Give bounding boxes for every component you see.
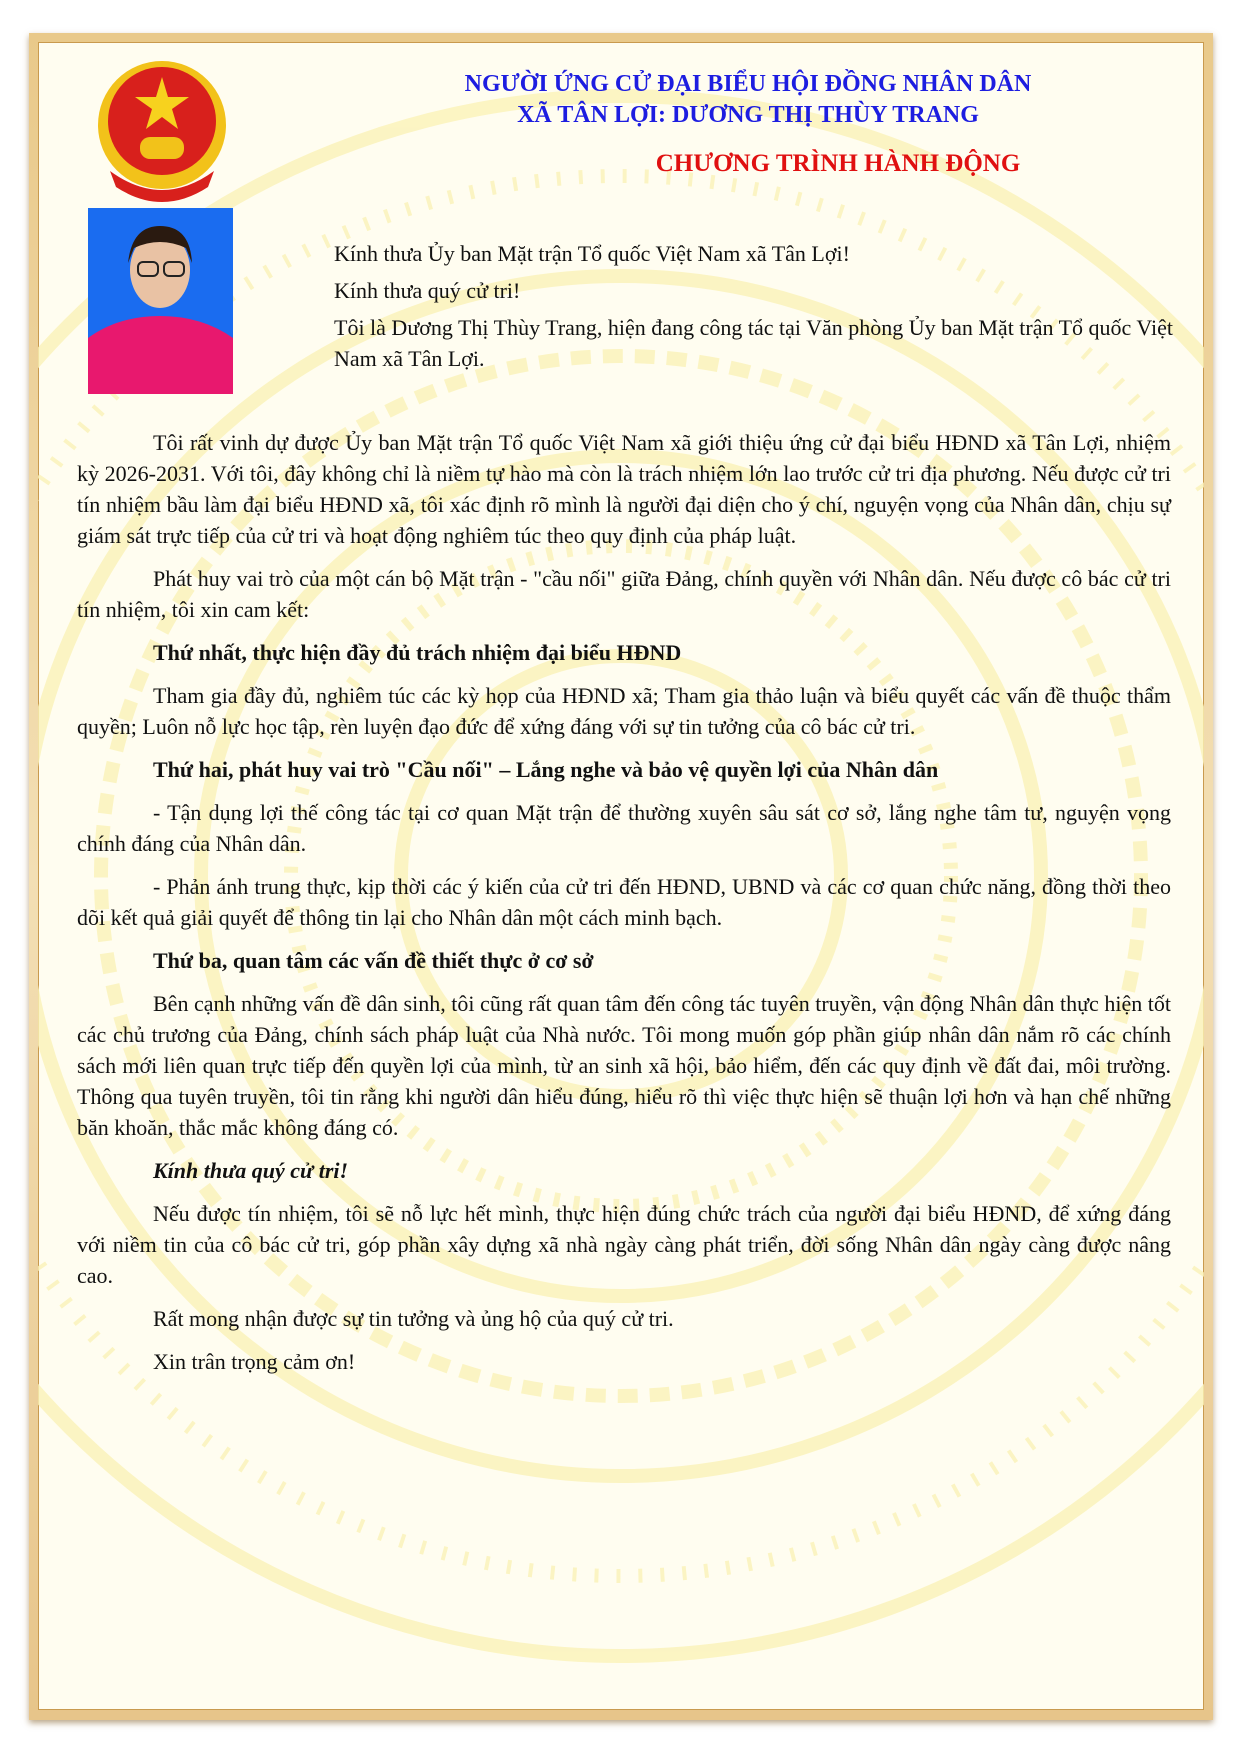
paragraph: - Phản ánh trung thực, kịp thời các ý kiến của cử tri đến HĐND, UBND và các cơ quan chức năng, đồng thời theo dõi kết quả giải quyết để thông tin lại cho Nhân dân một cách minh bạch.	[77, 874, 1171, 930]
paragraph: Phát huy vai trò của một cán bộ Mặt trận - "cầu nối" giữa Đảng, chính quyền với Nhân dân. Nếu được cô bác cử tri tín nhiệm, tôi xin cam kết:	[77, 566, 1171, 622]
national-emblem	[96, 59, 228, 205]
paragraph: Bên cạnh những vấn đề dân sinh, tôi cũng rất quan tâm đến công tác tuyên truyền, vận động Nhân dân thực hiện tốt các chủ trương của Đảng, chính sách pháp luật của Nhà nước. Tôi mong muốn góp phần giúp nhân dân nắm rõ các chính sách mới liên quan trực tiếp đến quyền lợi của mình, từ an sinh xã hội, bảo hiểm, đến các quy định về đất đai, môi trường. Thông qua tuyên truyền, tôi tin rằng khi người dân hiểu đúng, hiểu rõ thì việc thực hiện sẽ thuận lợi hơn và hạn chế những băn khoăn, thắc mắc không đáng có.	[77, 991, 1171, 1140]
paragraph: Rất mong nhận được sự tin tưởng và ủng hộ của quý cử tri.	[153, 1306, 674, 1331]
greeting-line: Kính thưa quý cử tri!	[334, 278, 521, 303]
section-heading: Thứ nhất, thực hiện đầy đủ trách nhiệm đại biểu HĐND	[153, 640, 682, 665]
document-page	[38, 42, 1204, 1710]
document-title	[368, 69, 1128, 131]
paragraph: - Tận dụng lợi thế công tác tại cơ quan Mặt trận để thường xuyên sâu sát cơ sở, lắng nghe tâm tư, nguyện vọng chính đáng của Nhân dân.	[77, 800, 1171, 856]
section-heading: Thứ ba, quan tâm các vấn đề thiết thực ở cơ sở	[153, 948, 594, 973]
self-introduction: Tôi là Dương Thị Thùy Trang, hiện đang công tác tại Văn phòng Ủy ban Mặt trận Tổ quốc Việt Nam xã Tân Lợi.	[334, 315, 1173, 371]
paragraph: Tôi rất vinh dự được Ủy ban Mặt trận Tổ quốc Việt Nam xã giới thiệu ứng cử đại biểu HĐND xã Tân Lợi, nhiệm kỳ 2026-2031. Với tôi, đây không chỉ là niềm tự hào mà còn là trách nhiệm lớn lao trước cử tri địa phương. Nếu được cử tri tín nhiệm bầu làm đại biểu HĐND xã, tôi xác định rõ mình là người đại diện cho ý chí, nguyện vọng của Nhân dân, chịu sự giám sát trực tiếp của cử tri và hoạt động nghiêm túc theo quy định của pháp luật.	[77, 430, 1171, 548]
candidate-photo	[88, 208, 233, 394]
document-body	[77, 427, 1171, 1389]
section-heading: Thứ hai, phát huy vai trò "Cầu nối" – Lắng nghe và bảo vệ quyền lợi của Nhân dân	[153, 757, 939, 782]
salutation: Kính thưa quý cử tri!	[153, 1158, 349, 1183]
greeting-line: Kính thưa Ủy ban Mặt trận Tổ quốc Việt Nam xã Tân Lợi!	[334, 241, 850, 266]
title-line-2: XÃ TÂN LỢI: DƯƠNG THỊ THÙY TRANG	[517, 102, 979, 128]
title-line-1: NGƯỜI ỨNG CỬ ĐẠI BIỂU HỘI ĐỒNG NHÂN DÂN	[464, 71, 1032, 97]
document-frame	[29, 33, 1213, 1720]
document-subtitle: CHƯƠNG TRÌNH HÀNH ĐỘNG	[655, 150, 1021, 177]
paragraph: Nếu được tín nhiệm, tôi sẽ nỗ lực hết mình, thực hiện đúng chức trách của người đại biểu HĐND, để xứng đáng với niềm tin của cô bác cử tri, góp phần xây dựng xã nhà ngày càng phát triển, đời sống Nhân dân ngày càng được nâng cao.	[77, 1201, 1171, 1288]
paragraph: Tham gia đầy đủ, nghiêm túc các kỳ họp của HĐND xã; Tham gia thảo luận và biểu quyết các vấn đề thuộc thẩm quyền; Luôn nỗ lực học tập, rèn luyện đạo đức để xứng đáng với sự tin tưởng của cô bác cử tri.	[77, 683, 1171, 739]
paragraph: Xin trân trọng cảm ơn!	[153, 1349, 356, 1374]
intro-greeting	[334, 238, 1204, 380]
